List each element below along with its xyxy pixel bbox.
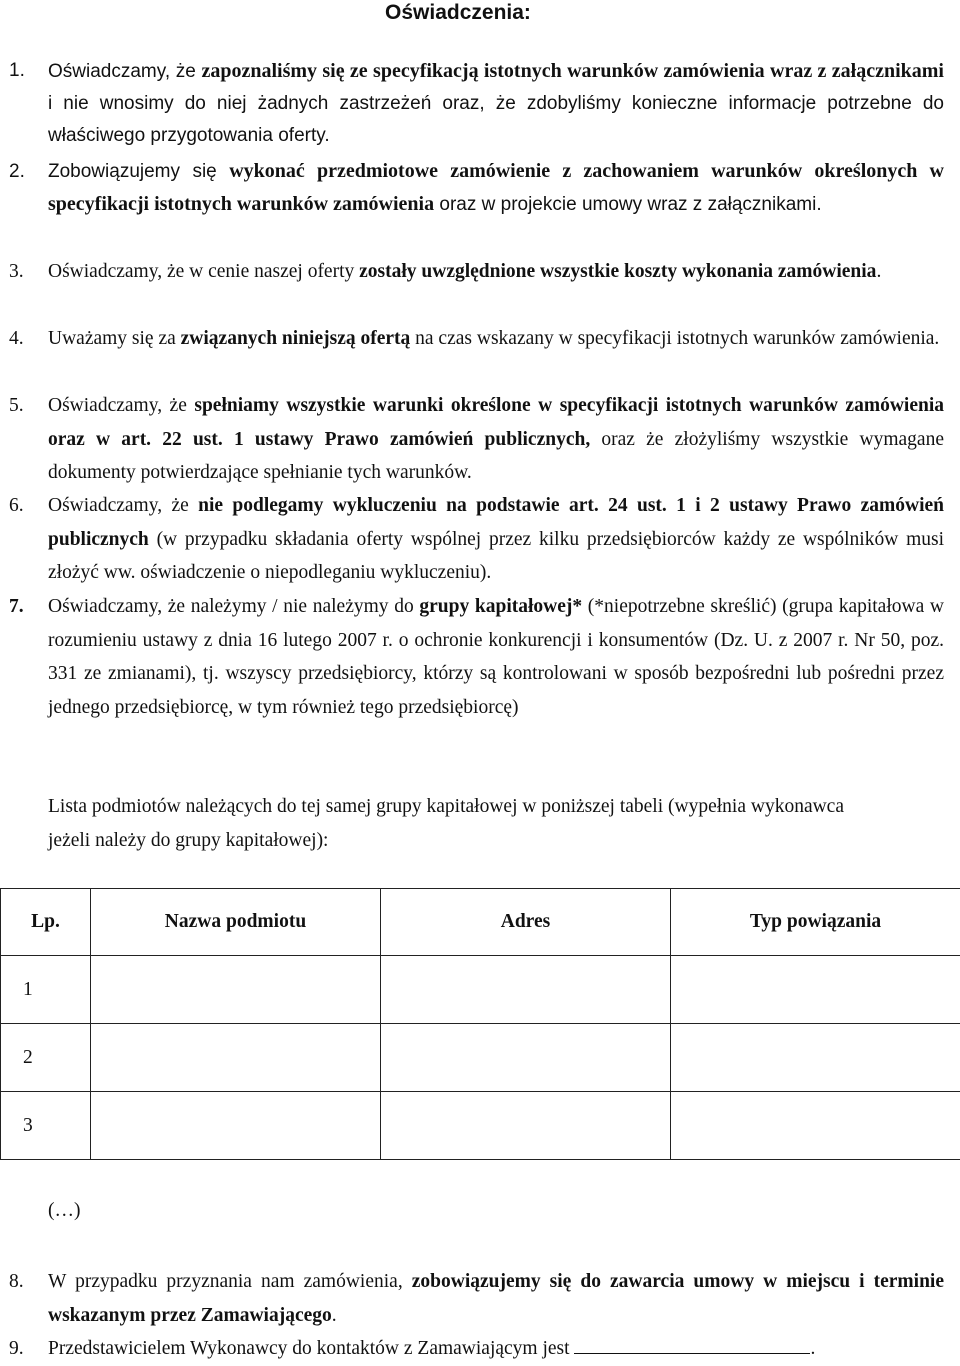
statement-item-8 (0, 1265, 944, 1332)
row-lp: 2 (1, 1024, 91, 1092)
table-row (1, 1092, 960, 1160)
row-address-cell[interactable] (381, 1024, 671, 1092)
statement-item-6 (0, 489, 944, 590)
row-address-cell[interactable] (381, 956, 671, 1024)
item-text: Zobowiązujemy się wykonać przedmiotowe zamówienie z zachowaniem warunków określonych w specyfikacji istotnych warunków zamówienia oraz w projekcie umowy wraz z załącznikami. (48, 155, 944, 221)
item-number: 7. (9, 590, 24, 624)
item-text: Oświadczamy, że nie podlegamy wykluczeniu na podstawie art. 24 ust. 1 i 2 ustawy Prawo zamówień publicznych (w przypadku składania oferty wspólnej przez kilku przedsiębiorców każdy ze wspólników musi złożyć ww. oświadczenie o niepodleganiu wykluczeniu). (48, 489, 944, 590)
statement-item-5 (0, 389, 944, 490)
list-intro: Lista podmiotów należących do tej samej grupy kapitałowej w poniższej tabeli (wypełnia wykonawca jeżeli należy do grupy kapitałowej): (48, 790, 868, 857)
column-header-name: Nazwa podmiotu (91, 889, 381, 956)
item-text: Oświadczamy, że w cenie naszej oferty zostały uwzględnione wszystkie koszty wykonania zamówienia. (48, 255, 944, 289)
item-number: 4. (9, 322, 24, 356)
statement-item-7 (0, 590, 944, 724)
continuation-ellipsis: (…) (48, 1200, 81, 1222)
representative-blank-line[interactable] (574, 1335, 810, 1354)
statement-item-4 (0, 322, 944, 356)
item-number: 8. (9, 1265, 24, 1299)
row-name-cell[interactable] (91, 1024, 381, 1092)
row-name-cell[interactable] (91, 1092, 381, 1160)
item-text: W przypadku przyznania nam zamówienia, zobowiązujemy się do zawarcia umowy w miejscu i terminie wskazanym przez Zamawiającego. (48, 1265, 944, 1332)
item-text: Oświadczamy, że spełniamy wszystkie warunki określone w specyfikacji istotnych warunków zamówienia oraz w art. 22 ust. 1 ustawy Prawo zamówień publicznych, oraz że złożyliśmy wszystkie wymagane dokumenty potwierdzające spełnianie tych warunków. (48, 389, 944, 490)
statement-item-2 (0, 155, 944, 221)
column-header-address: Adres (381, 889, 671, 956)
item-number: 9. (9, 1332, 24, 1366)
row-name-cell[interactable] (91, 956, 381, 1024)
statement-item-1 (0, 55, 944, 152)
row-relation-cell[interactable] (671, 956, 960, 1024)
item-number: 5. (9, 389, 24, 423)
row-address-cell[interactable] (381, 1092, 671, 1160)
page-title: Oświadczenia: (0, 0, 916, 26)
item-text: Uważamy się za związanych niniejszą ofertą na czas wskazany w specyfikacji istotnych warunków zamówienia. (48, 322, 944, 356)
table-header-row (1, 889, 960, 956)
item-text: Oświadczamy, że zapoznaliśmy się ze specyfikacją istotnych warunków zamówienia wraz z załącznikami i nie wnosimy do niej żadnych zastrzeżeń oraz, że zdobyliśmy konieczne informacje potrzebne do właściwego przygotowania oferty. (48, 55, 944, 152)
item-text: Przedstawicielem Wykonawcy do kontaktów z Zamawiającym jest . (48, 1332, 944, 1366)
row-relation-cell[interactable] (671, 1024, 960, 1092)
column-header-relation-type: Typ powiązania (671, 889, 960, 956)
table-row (1, 956, 960, 1024)
item-number: 2. (9, 155, 25, 188)
row-lp: 3 (1, 1092, 91, 1160)
table-row (1, 1024, 960, 1092)
capital-group-table (0, 888, 960, 1160)
row-lp: 1 (1, 956, 91, 1024)
item-number: 1. (9, 55, 25, 87)
row-relation-cell[interactable] (671, 1092, 960, 1160)
column-header-lp: Lp. (1, 889, 91, 956)
statement-item-9 (0, 1332, 944, 1366)
item-number: 6. (9, 489, 24, 523)
statement-item-3 (0, 255, 944, 289)
item-number: 3. (9, 255, 24, 289)
item-text: Oświadczamy, że należymy / nie należymy do grupy kapitałowej* (*niepotrzebne skreślić) (grupa kapitałowa w rozumieniu ustawy z dnia 16 lutego 2007 r. o ochronie konkurencji i konsumentów (Dz. U. z 2007 r. Nr 50, poz. 331 ze zmianami), tj. wszyscy przedsiębiorcy, którzy są kontrolowani w sposób bezpośredni lub pośredni przez jednego przedsiębiorcę, w tym również tego przedsiębiorcę) (48, 590, 944, 724)
